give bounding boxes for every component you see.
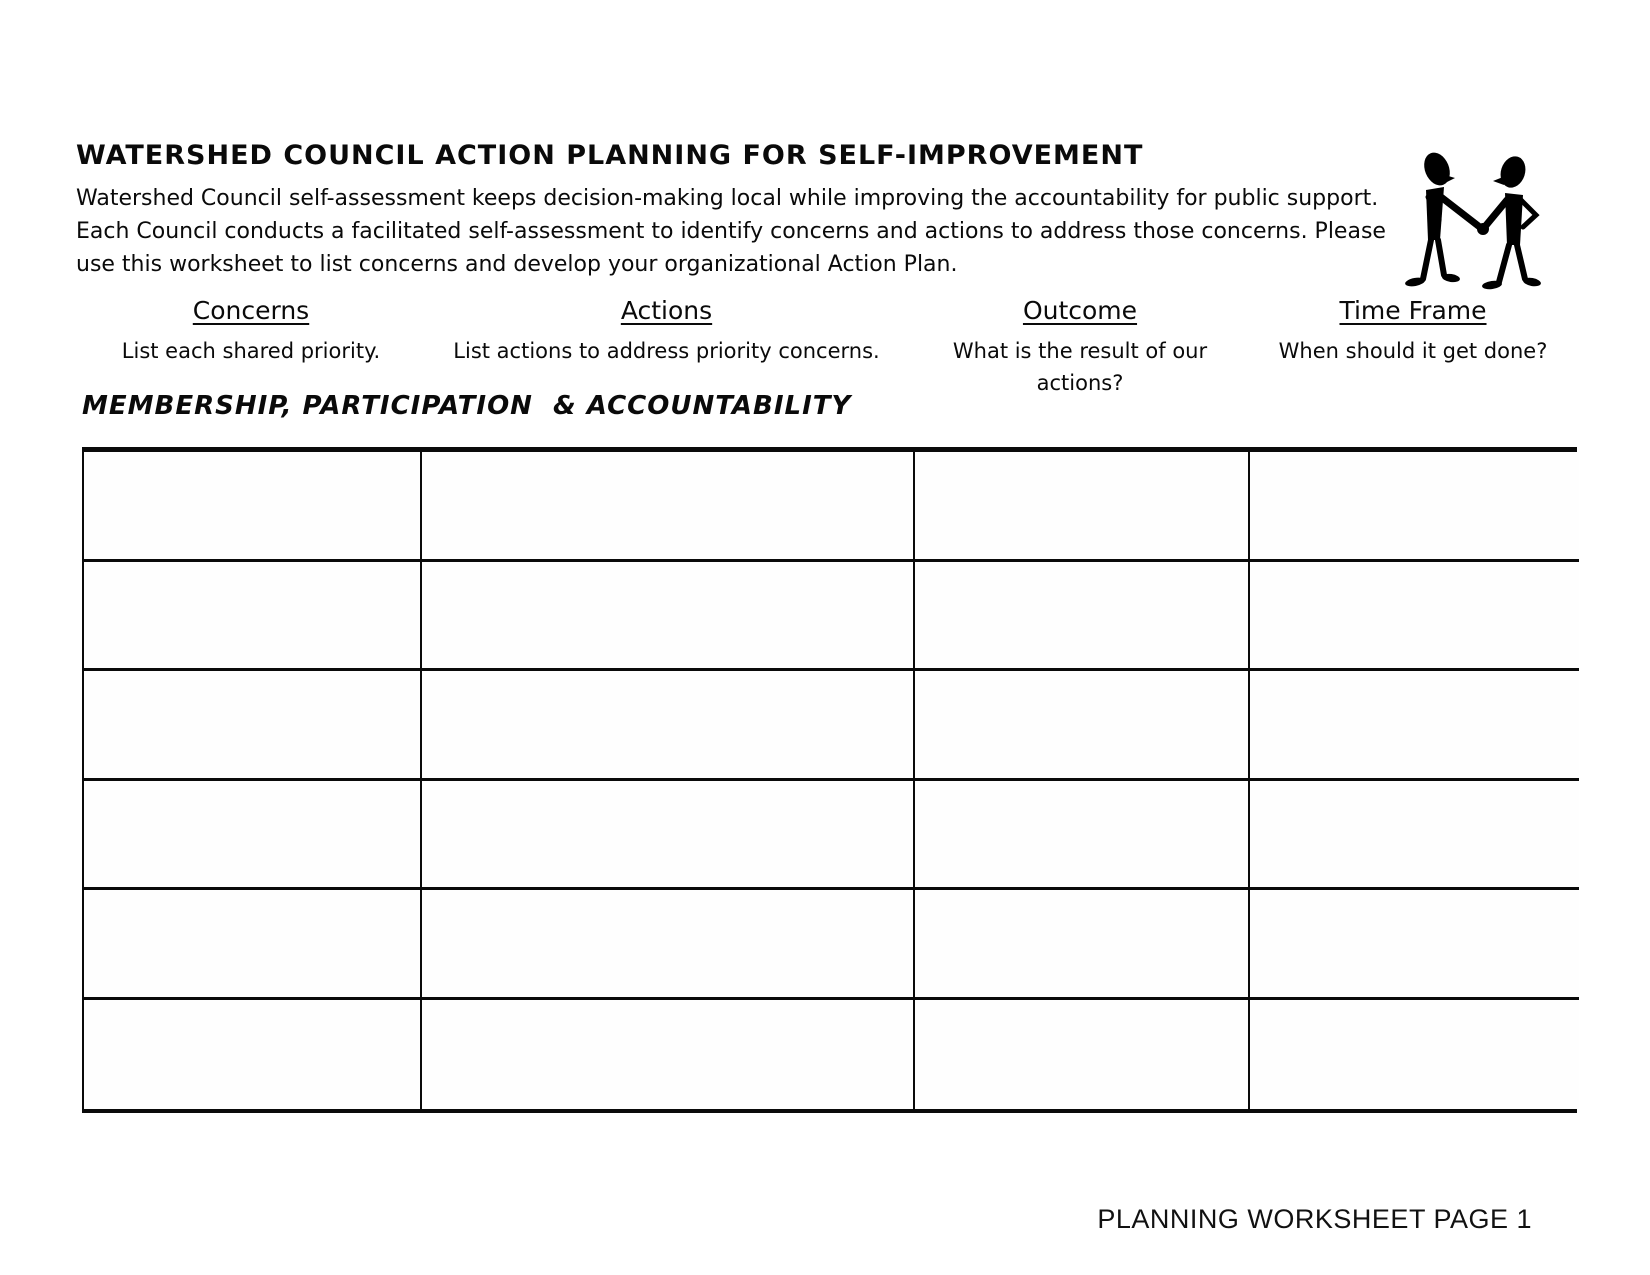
table-cell xyxy=(84,781,422,891)
table-cell xyxy=(84,1000,422,1110)
table-cell xyxy=(915,671,1250,781)
table-cell xyxy=(1250,890,1579,1000)
action-plan-table xyxy=(82,447,1577,1113)
footer-page-label: PLANNING WORKSHEET PAGE 1 xyxy=(1097,1204,1532,1234)
intro-line-1: Watershed Council self-assessment keeps decision-making local while improving the accountability for public support. xyxy=(76,186,1379,211)
table-cell xyxy=(1250,562,1579,672)
table-cell xyxy=(422,890,915,1000)
table-cell xyxy=(84,890,422,1000)
column-header-outcome xyxy=(950,296,1210,399)
concerns-header-label: Concerns xyxy=(192,296,310,325)
table-cell xyxy=(422,671,915,781)
table-cell xyxy=(1250,1000,1579,1110)
table-cell xyxy=(915,452,1250,562)
table-cell xyxy=(422,562,915,672)
table-cell xyxy=(1250,781,1579,891)
actions-header-description: List actions to address priority concerns. xyxy=(453,339,880,363)
table-cell xyxy=(915,890,1250,1000)
intro-line-2: Each Council conducts a facilitated self-assessment to identify concerns and actions to address those concerns. Please xyxy=(76,219,1386,244)
intro-line-3: use this worksheet to list concerns and develop your organizational Action Plan. xyxy=(76,252,958,277)
section-heading: MEMBERSHIP, PARTICIPATION & ACCOUNTABILITY xyxy=(82,391,852,421)
table-cell xyxy=(84,671,422,781)
table-cell xyxy=(915,781,1250,891)
column-header-timeframe xyxy=(1248,296,1578,367)
table-cell xyxy=(422,452,915,562)
page-title: WATERSHED COUNCIL ACTION PLANNING FOR SELF-IMPROVEMENT xyxy=(76,140,1144,171)
handshake-clipart-icon xyxy=(1395,145,1555,295)
table-cell xyxy=(422,781,915,891)
table-cell xyxy=(84,562,422,672)
column-header-actions xyxy=(420,296,913,367)
table-cell xyxy=(1250,452,1579,562)
intro-paragraph xyxy=(76,182,1386,281)
column-header-concerns xyxy=(81,296,421,367)
concerns-header-description: List each shared priority. xyxy=(121,339,381,363)
actions-header-label: Actions xyxy=(620,296,713,325)
outcome-header-label: Outcome xyxy=(1022,296,1138,325)
table-cell xyxy=(1250,671,1579,781)
timeframe-header-label: Time Frame xyxy=(1339,296,1487,325)
table-cell xyxy=(915,562,1250,672)
table-cell xyxy=(915,1000,1250,1110)
table-cell xyxy=(84,452,422,562)
timeframe-header-description: When should it get done? xyxy=(1278,339,1548,363)
table-cell xyxy=(422,1000,915,1110)
outcome-header-description: What is the result of our actions? xyxy=(952,339,1208,395)
